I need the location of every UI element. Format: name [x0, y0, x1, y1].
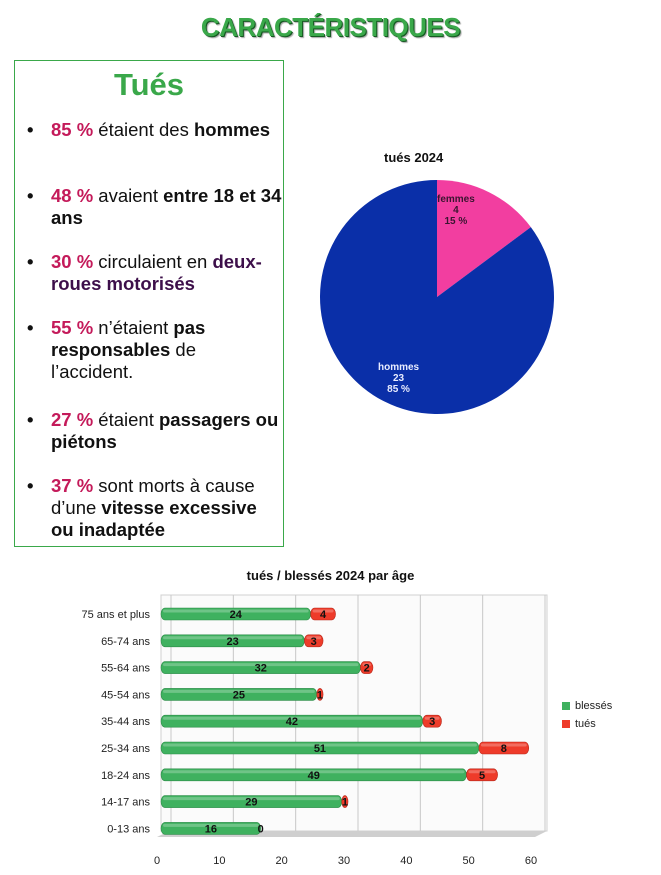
- bullet-percentage: 37 %: [51, 475, 94, 496]
- bullet-text: [51, 409, 283, 453]
- bullet-text: [51, 251, 283, 295]
- bullet-emphasis: vitesse excessive ou inadaptée: [51, 497, 257, 540]
- tues-heading: Tués: [113, 67, 185, 102]
- bar-data-label: 3: [429, 716, 436, 729]
- bullet-text: [51, 119, 283, 141]
- bullet-fragment: étaient: [93, 409, 159, 430]
- bullet-emphasis: entre 18 et 34 ans: [51, 185, 282, 228]
- bar-chart-title: tués / blessés 2024 par âge: [246, 568, 415, 583]
- legend-item-tues: [562, 715, 612, 733]
- bar-data-label: 23: [226, 635, 239, 648]
- legend-swatch-blesses: [562, 702, 570, 710]
- y-category-label: 75 ans et plus: [81, 609, 150, 621]
- pie-label-pct: 85 %: [387, 384, 410, 395]
- bar-data-label: 4: [320, 609, 327, 621]
- y-category-label: 55-64 ans: [101, 662, 150, 675]
- bullet-percentage: 30 %: [51, 251, 94, 272]
- pie-label-pct: 15 %: [444, 216, 468, 227]
- bullet-fragment: sont morts à cause d’une: [51, 475, 255, 518]
- bar-data-label: 24: [229, 609, 242, 621]
- bullet-fragment: circulaient en: [93, 251, 213, 272]
- bullet-emphasis: deux-roues motorisés: [51, 251, 262, 294]
- y-category-label: 65-74 ans: [101, 635, 150, 648]
- bullet-percentage: 85 %: [51, 119, 94, 140]
- bullet-percentage: 27 %: [51, 409, 94, 430]
- bar-data-label: 25: [232, 689, 246, 702]
- bar-data-label: 2: [363, 662, 370, 675]
- pie-label-value: 4: [453, 205, 459, 216]
- y-category-label: 18-24 ans: [101, 769, 150, 782]
- bullet-percentage: 48 %: [51, 185, 94, 206]
- legend-label-blesses: blessés: [575, 700, 613, 712]
- x-tick-label: 50: [462, 855, 475, 867]
- y-category-label: 14-17 ans: [101, 796, 150, 809]
- pie-label-hommes: [378, 362, 419, 395]
- bullet-dot: •: [27, 409, 34, 430]
- bullet-dot: •: [27, 475, 34, 496]
- bar-data-label: 5: [478, 769, 486, 782]
- x-tick-label: 0: [153, 855, 161, 867]
- bullet-fragment: de l’accident.: [51, 339, 196, 382]
- bullet-dot: •: [27, 185, 34, 206]
- pie-label-femmes: [437, 194, 475, 227]
- x-tick-label: 40: [400, 855, 413, 867]
- bullet-fragment: avaient: [93, 185, 164, 206]
- bullet-text: [51, 185, 283, 229]
- bullet-dot: •: [27, 251, 34, 272]
- bar-data-label: 49: [307, 769, 320, 782]
- x-tick-label: 20: [275, 855, 288, 867]
- pie-label-name: hommes: [378, 362, 420, 373]
- bar-data-label: 51: [313, 743, 327, 755]
- x-tick-label: 10: [213, 855, 226, 867]
- x-tick-label: 30: [337, 855, 351, 867]
- y-category-label: 25-34 ans: [101, 743, 150, 755]
- legend-item-blesses: [562, 697, 612, 715]
- bullet-dot: •: [27, 317, 34, 338]
- bar-data-label: 8: [500, 743, 507, 755]
- legend-swatch-tues: [562, 720, 570, 728]
- bar-data-label: 29: [245, 796, 258, 809]
- bar-data-label: 16: [204, 823, 217, 836]
- y-category-label: 0-13 ans: [107, 823, 150, 836]
- pie-label-name: femmes: [437, 194, 475, 205]
- bullet-text: [51, 317, 283, 383]
- legend-label-tues: tués: [575, 718, 596, 730]
- x-tick-label: 60: [524, 855, 538, 867]
- bullet-emphasis: pas responsables: [51, 317, 206, 360]
- pie-chart: [320, 178, 560, 423]
- bar-chart-legend: [562, 697, 612, 733]
- bullet-text: [51, 475, 283, 541]
- bullet-emphasis: hommes: [193, 119, 271, 140]
- pie-chart-title: tués 2024: [384, 150, 444, 165]
- bullet-dot: •: [27, 119, 34, 140]
- bullet-emphasis: passagers ou piétons: [51, 409, 279, 452]
- bar-data-label: 3: [310, 635, 317, 648]
- bullet-fragment: n’étaient: [93, 317, 174, 338]
- bullet-fragment: étaient des: [93, 119, 194, 140]
- tues-panel: [14, 60, 284, 547]
- bar-data-label: 1: [341, 796, 348, 809]
- bar-data-label: 0: [257, 823, 264, 836]
- bar-data-label: 42: [285, 716, 299, 729]
- page-title: CARACTÉRISTIQUES: [200, 12, 461, 42]
- bar-data-label: 1: [316, 689, 324, 702]
- bar-data-label: 32: [254, 662, 267, 675]
- bullet-percentage: 55 %: [51, 317, 94, 338]
- y-category-label: 35-44 ans: [101, 716, 150, 729]
- pie-label-value: 23: [393, 373, 405, 384]
- y-category-label: 45-54 ans: [101, 689, 150, 702]
